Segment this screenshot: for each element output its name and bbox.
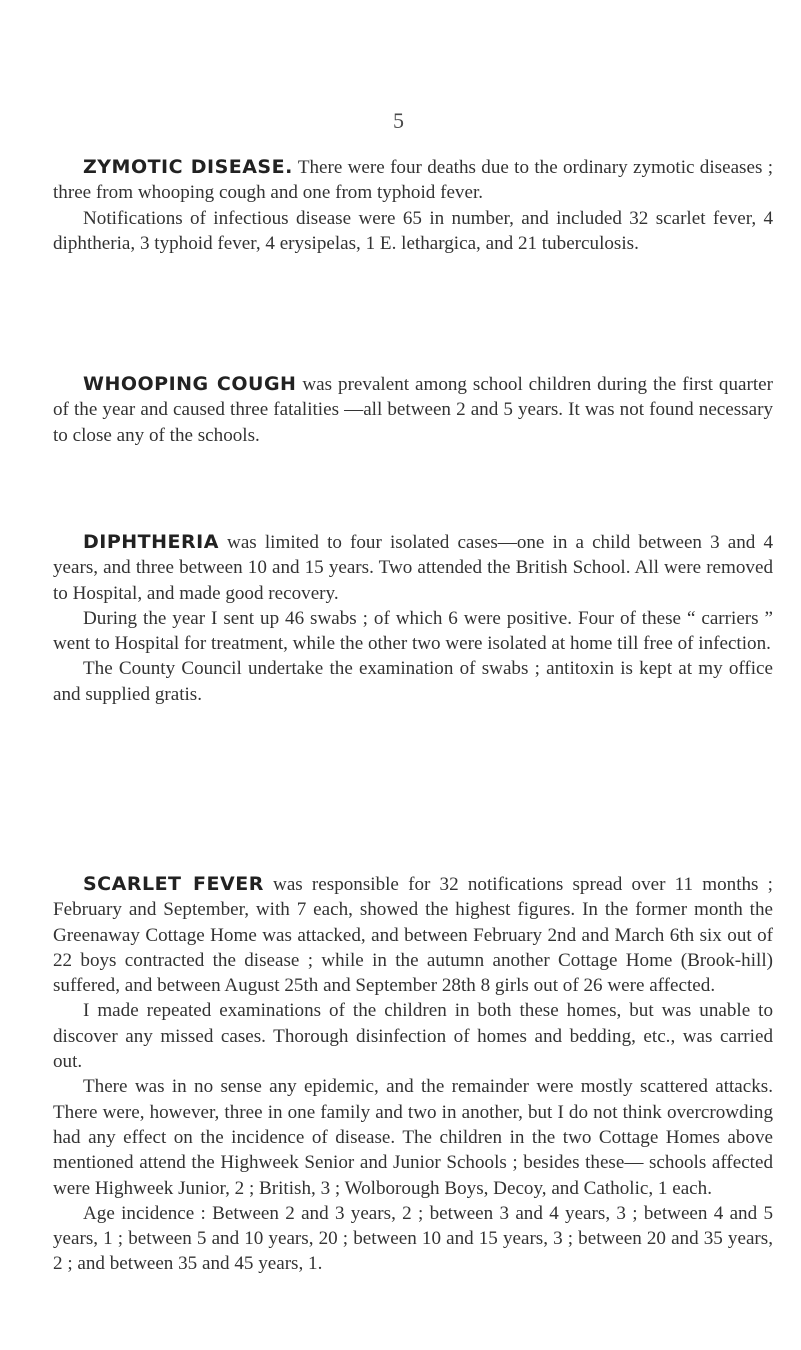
scarlet-paragraph-3: There was in no sense any epidemic, and the remainder were mostly scattered attacks. There were, however, three in one family and two in another, but I do not think overcrowding had any effect on the incidence of disease. The children in the two Cottage Homes above mentioned attend the Highweek Senior and Junior Schools ; besides these— schools affected were Highweek Junior, 2 ; British, 3 ; Wolborough Boys, Decoy, and Catholic, 1 each. — [53, 1076, 773, 1199]
diphtheria-text-1: was limited to four isolated cases—one in a child between 3 and 4 years, and three between 10 and 15 years. Two attended the British School. All were removed to Hospital, and made good recovery. — [53, 532, 773, 604]
scarlet-text-1: was responsible for 32 notifications spread over 11 months ; February and September, with 7 each, showed the highest figures. In the former month the Greenaway Cottage Home was attacked, and between February 2nd and March 6th six out of 22 boys contracted the disease ; while in the autumn another Cottage Home (Brook-hill) suffered, and between August 25th and September 28th 8 girls out of 26 were affected. — [53, 874, 773, 997]
section-whooping-cough — [53, 372, 773, 448]
section-diphtheria — [53, 530, 773, 707]
page-number: 5 — [393, 108, 404, 133]
zymotic-heading: ZYMOTIC DISEASE. — [83, 156, 293, 178]
diphtheria-paragraph-2: During the year I sent up 46 swabs ; of which 6 were positive. Four of these “ carriers ” went to Hospital for treatment, while the other two were isolated at home till free of infection. — [53, 607, 773, 655]
whooping-text-1: was prevalent among school children during the first quarter of the year and caused three fatalities —all between 2 and 5 years. It was not found necessary to close any of the schools. — [53, 374, 773, 446]
scarlet-paragraph-4: Age incidence : Between 2 and 3 years, 2 ; between 3 and 4 years, 3 ; between 4 and 5 years, 1 ; between 5 and 10 years, 20 ; between 10 and 15 years, 3 ; between 20 and 35 years, 2 ; and between 35 and 45 years, 1. — [53, 1202, 773, 1275]
diphtheria-heading: DIPHTHERIA — [83, 531, 219, 553]
section-scarlet-fever — [53, 872, 773, 1277]
section-zymotic — [53, 155, 773, 256]
diphtheria-paragraph-1 — [53, 530, 773, 606]
whooping-heading: WHOOPING COUGH — [83, 373, 297, 395]
scarlet-paragraph-2: I made repeated examinations of the children in both these homes, but was unable to discover any missed cases. Thorough disinfection of homes and bedding, etc., was carried out. — [53, 1000, 773, 1073]
whooping-paragraph-1 — [53, 372, 773, 448]
diphtheria-paragraph-3: The County Council undertake the examination of swabs ; antitoxin is kept at my office and supplied gratis. — [53, 658, 773, 705]
scarlet-heading: SCARLET FEVER — [83, 873, 264, 895]
zymotic-text-1: There were four deaths due to the ordinary zymotic diseases ; three from whooping cough and one from typhoid fever. — [53, 157, 774, 204]
zymotic-paragraph-2: Notifications of infectious disease were 65 in number, and included 32 scarlet fever, 4 diphtheria, 3 typhoid fever, 4 erysipelas, 1 E. lethargica, and 21 tuberculosis. — [53, 207, 773, 254]
scarlet-paragraph-1 — [53, 872, 773, 998]
zymotic-paragraph-1 — [53, 155, 773, 206]
